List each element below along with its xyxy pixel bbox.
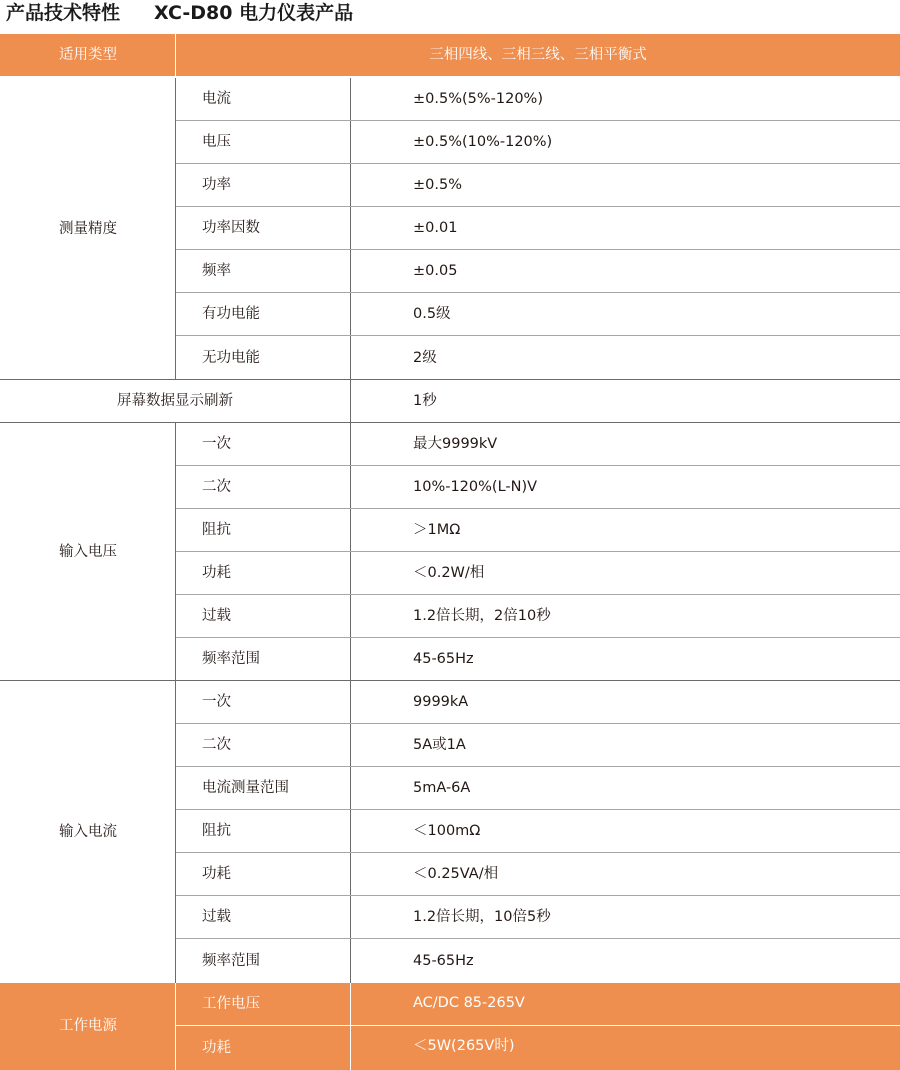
param-value: 45-65Hz [413, 651, 474, 667]
param-label: 过载 [202, 909, 231, 925]
param-value: AC/DC 85-265V [413, 995, 525, 1011]
param-value: ±0.5%(5%-120%) [413, 91, 543, 107]
group-label: 测量精度 [59, 221, 117, 237]
title-part2: XC-D80 电力仪表产品 [154, 2, 354, 24]
param-value: 最大9999kV [413, 436, 498, 452]
param-label: 工作电压 [202, 996, 260, 1012]
table-row [0, 78, 900, 121]
group-measurement-accuracy [0, 78, 900, 380]
table-header [0, 34, 900, 76]
param-label: 功耗 [202, 565, 231, 581]
table-row [0, 336, 900, 380]
param-label: 频率范围 [202, 953, 260, 969]
table-row [0, 250, 900, 293]
param-label: 电压 [202, 134, 231, 150]
param-value: ±0.5%(10%-120%) [413, 134, 553, 150]
param-label: 功耗 [202, 1040, 231, 1056]
param-value: ＜100mΩ [413, 823, 481, 839]
param-label: 二次 [202, 737, 231, 753]
group-label: 输入电流 [59, 824, 117, 840]
param-label: 电流测量范围 [202, 780, 289, 796]
table-row [0, 1026, 900, 1070]
table-row [0, 466, 900, 509]
table-row [0, 638, 900, 681]
param-value: ＜0.2W/相 [413, 565, 485, 581]
param-label: 一次 [202, 694, 231, 710]
table-row [0, 724, 900, 767]
param-label: 有功电能 [202, 306, 260, 322]
param-value: ＜0.25VA/相 [413, 866, 499, 882]
group-label: 工作电源 [59, 1018, 117, 1034]
table-row [0, 207, 900, 250]
param-label: 电流 [202, 91, 231, 107]
group-label: 输入电压 [59, 544, 117, 560]
table-row [0, 939, 900, 983]
param-value: ±0.05 [413, 263, 458, 279]
param-label: 功率因数 [202, 220, 260, 236]
param-label: 阻抗 [202, 522, 231, 538]
table-row [0, 896, 900, 939]
param-value: 0.5级 [413, 306, 451, 322]
param-label: 二次 [202, 479, 231, 495]
param-value: 1.2倍长期，10倍5秒 [413, 909, 551, 925]
table-row [0, 767, 900, 810]
param-label: 功耗 [202, 866, 231, 882]
param-label: 无功电能 [202, 350, 260, 366]
param-value: 1秒 [413, 393, 437, 409]
table-row [0, 509, 900, 552]
param-label: 一次 [202, 436, 231, 452]
param-value: 45-65Hz [413, 953, 474, 969]
param-value: 1.2倍长期，2倍10秒 [413, 608, 551, 624]
header-value: 三相四线、三相三线、三相平衡式 [429, 47, 647, 63]
group-power-supply [0, 983, 900, 1070]
group-label: 屏幕数据显示刷新 [117, 393, 233, 409]
param-value: ＜5W(265V时) [413, 1038, 515, 1054]
group-input-voltage [0, 423, 900, 681]
param-label: 频率范围 [202, 651, 260, 667]
param-value: 5A或1A [413, 737, 466, 753]
param-value: ±0.01 [413, 220, 458, 236]
table-row [0, 552, 900, 595]
param-value: 2级 [413, 350, 437, 366]
col-divider-2 [350, 380, 351, 423]
table-row [0, 423, 900, 466]
param-label: 频率 [202, 263, 231, 279]
table-row [0, 121, 900, 164]
param-label: 过载 [202, 608, 231, 624]
param-value: 9999kA [413, 694, 469, 710]
table-row [0, 853, 900, 896]
page-title [6, 0, 353, 32]
table-row [0, 595, 900, 638]
group-input-current [0, 681, 900, 983]
param-value: 5mA-6A [413, 780, 471, 796]
table-row [0, 681, 900, 724]
param-label: 阻抗 [202, 823, 231, 839]
param-label: 功率 [202, 177, 231, 193]
table-row [0, 293, 900, 336]
header-label: 适用类型 [59, 47, 117, 63]
param-value: ±0.5% [413, 177, 462, 193]
table-row [0, 983, 900, 1026]
table-row [0, 164, 900, 207]
group-screen-refresh [0, 380, 900, 423]
title-part1: 产品技术特性 [6, 2, 121, 24]
param-value: 10%-120%(L-N)V [413, 479, 538, 495]
table-row [0, 810, 900, 853]
param-value: ＞1MΩ [413, 522, 461, 538]
